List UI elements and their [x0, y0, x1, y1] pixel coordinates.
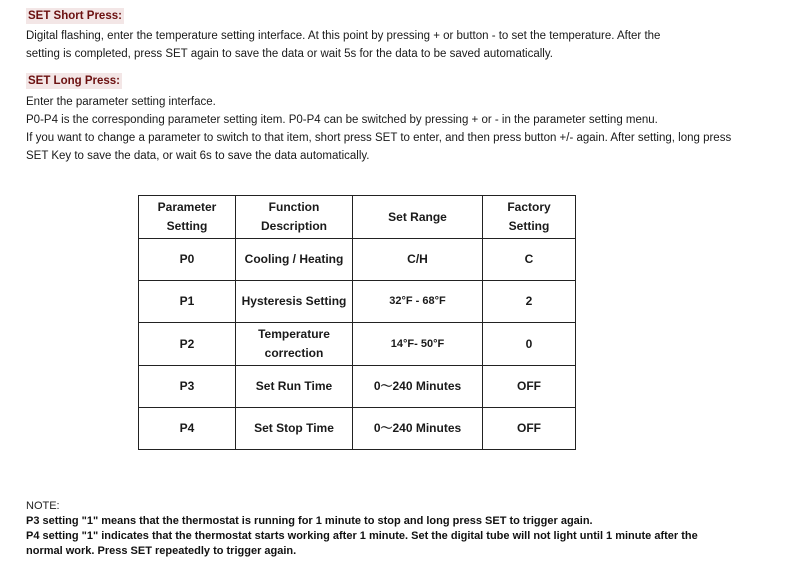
- param-cell: P1: [139, 281, 236, 323]
- note-line: P4 setting "1" indicates that the thermostat starts working after 1 minute. Set the digital tube will not light until 1 minute after the: [26, 530, 698, 542]
- note-label: NOTE:: [26, 500, 60, 512]
- short-press-text: [26, 27, 746, 63]
- range-cell: 0～240 Minutes: [353, 408, 483, 450]
- note-text: [26, 514, 786, 559]
- short-press-line: Digital flashing, enter the temperature setting interface. At this point by pressing + or button - to set the temperature. After the: [26, 30, 661, 42]
- range-cell: 0～240 Minutes: [353, 366, 483, 408]
- table-row: [139, 239, 576, 281]
- long-press-line: P0-P4 is the corresponding parameter setting item. P0-P4 can be switched by pressing + or - in the parameter setting menu.: [26, 114, 658, 126]
- range-cell: 32°F - 68°F: [353, 281, 483, 323]
- param-cell: P3: [139, 366, 236, 408]
- range-cell: C/H: [353, 239, 483, 281]
- table-row: [139, 281, 576, 323]
- factory-cell: OFF: [483, 408, 576, 450]
- function-cell: Temperature correction: [236, 323, 353, 366]
- long-press-text: [26, 93, 746, 165]
- long-press-heading: SET Long Press:: [28, 75, 121, 87]
- long-press-line: If you want to change a parameter to switch to that item, short press SET to enter, and then press button +/- again. After setting, long press: [26, 132, 732, 144]
- header-factory-setting: Factory Setting: [483, 196, 576, 239]
- table-header-row: [139, 196, 576, 239]
- table-row: [139, 408, 576, 450]
- factory-cell: 2: [483, 281, 576, 323]
- header-parameter-setting: Parameter Setting: [139, 196, 236, 239]
- short-press-heading: SET Short Press:: [28, 10, 122, 22]
- function-cell: Set Run Time: [236, 366, 353, 408]
- range-cell: 14°F- 50°F: [353, 323, 483, 366]
- factory-cell: OFF: [483, 366, 576, 408]
- long-press-line: SET Key to save the data, or wait 6s to save the data automatically.: [26, 150, 370, 162]
- table-row: [139, 366, 576, 408]
- factory-cell: 0: [483, 323, 576, 366]
- factory-cell: C: [483, 239, 576, 281]
- function-cell: Hysteresis Setting: [236, 281, 353, 323]
- header-set-range: Set Range: [353, 196, 483, 239]
- note-line: normal work. Press SET repeatedly to trigger again.: [26, 545, 297, 557]
- parameter-table: [138, 195, 576, 450]
- long-press-line: Enter the parameter setting interface.: [26, 96, 216, 108]
- table-row: [139, 323, 576, 366]
- param-cell: P0: [139, 239, 236, 281]
- function-cell: Set Stop Time: [236, 408, 353, 450]
- header-function-description: Function Description: [236, 196, 353, 239]
- function-cell: Cooling / Heating: [236, 239, 353, 281]
- param-cell: P4: [139, 408, 236, 450]
- param-cell: P2: [139, 323, 236, 366]
- short-press-line: setting is completed, press SET again to save the data or wait 5s for the data to be saved automatically.: [26, 48, 553, 60]
- note-line: P3 setting "1" means that the thermostat is running for 1 minute to stop and long press SET to trigger again.: [26, 515, 593, 527]
